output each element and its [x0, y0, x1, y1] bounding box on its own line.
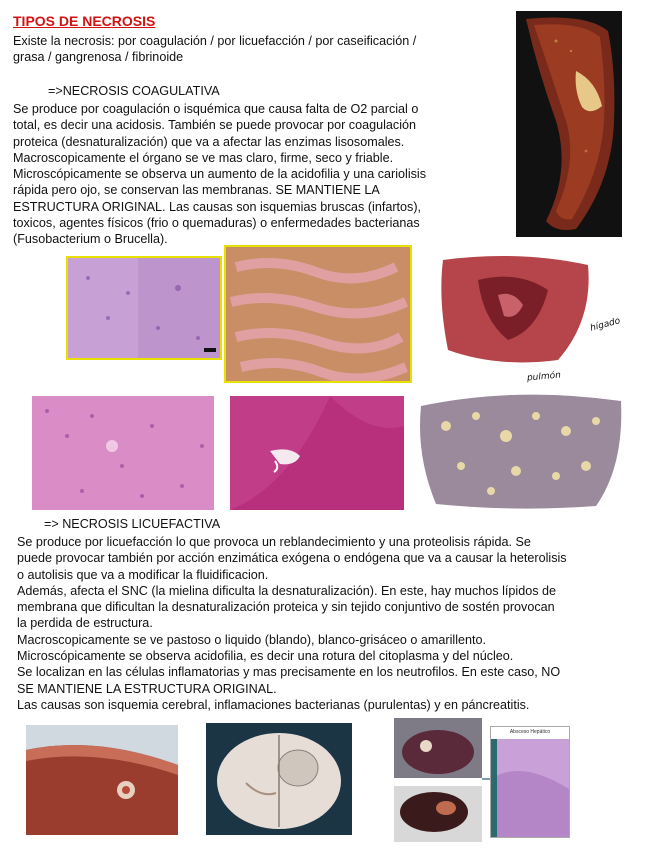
histology-coagulative-photo-2: [224, 245, 412, 383]
intro-line: grasa / gangrenosa / fibrinoide: [13, 50, 184, 65]
liq-line: Las causas son isquemia cerebral, inflamaciones bacterianas (purulentas) y en páncreatitis.: [17, 697, 530, 712]
coag-line: total, es decir una acidosis. También se puede provocar por coagulación: [13, 118, 417, 133]
histology-coagulative-photo-3: [32, 396, 214, 510]
liq-line: Se localizan en las células inflamatorias y mas precisamente en los neutrofilos. En este caso, NO: [17, 665, 561, 680]
liq-line: Se produce por licuefacción lo que provoca un reblandecimiento y una proteolisis rápida. Se: [17, 535, 531, 549]
coag-line: ESTRUCTURA ORIGINAL. Las causas son isquemias bruscas (infartos),: [13, 199, 422, 214]
liq-line: la perdida de estructura.: [17, 616, 153, 631]
liq-line: SE MANTIENE LA ESTRUCTURA ORIGINAL.: [17, 681, 277, 696]
coag-line: Macroscopicamente el órgano se ve mas claro, firme, seco y friable.: [13, 150, 394, 165]
kidney-infarct-photo: [516, 11, 622, 237]
coag-line: rápida pero ojo, se conservan las membranas. SE MANTIENE LA: [13, 183, 380, 198]
coag-line: Se produce por coagulación o isquémica que causa falta de O2 parcial o: [13, 102, 419, 116]
coag-line: toxicos, agentes físicos (frio o quemaduras) o enfermedades bacterianas: [13, 216, 420, 231]
liver-abscess-gross-photo: [26, 725, 178, 835]
licuefactiva-heading: => NECROSIS LICUEFACTIVA: [44, 517, 221, 531]
liq-line: Además, afecta el SNC (la mielina dificulta la desnaturalización). En este, hay muchos lípidos de: [17, 583, 557, 598]
liq-line: o autolisis que va a modificar la fluidificacion.: [17, 567, 269, 582]
brain-liquefactive-photo: [206, 723, 352, 835]
connector-arrow: [482, 778, 490, 780]
coag-line: proteica (desnaturalización) que va a afectar las enzimas lisosomales.: [13, 134, 405, 149]
liq-line: puede provocar también por acción enzimática exógena o endógena que va a causar la heterolisis: [17, 551, 567, 566]
intro-line: Existe la necrosis: por coagulación / por licuefacción / por caseificación /: [13, 34, 417, 48]
liver-abscess-photo-top: [394, 718, 482, 778]
histology-coagulative-photo-1: [66, 256, 222, 360]
liver-abscess-histology-slide: [490, 726, 570, 838]
coag-line: Microscópicamente se observa un aumento de la acidofilia y una cariolisis: [13, 167, 427, 182]
licuefactiva-paragraph: [17, 534, 647, 713]
coagulativa-paragraph: [13, 101, 508, 248]
lung-coagulative-gross-photo: [416, 386, 626, 512]
liq-line: Microscópicamente se observa acidofilia, es decir una rotura del citoplasma y del núcleo.: [17, 649, 514, 664]
liver-abscess-photo-bottom: [394, 786, 482, 842]
liver-coagulative-gross-photo: [438, 250, 594, 370]
coagulativa-heading: =>NECROSIS COAGULATIVA: [48, 84, 220, 98]
liver-annotation-label: hígado: [589, 316, 622, 334]
histology-coagulative-photo-4: [230, 396, 404, 510]
page-title: TIPOS DE NECROSIS: [13, 13, 156, 29]
coag-line: (Fusobacterium o Brucella).: [13, 232, 168, 247]
slide-title: Absceso Hepático: [509, 729, 551, 735]
liq-line: membrana que dificultan la desnaturalización proteica y sin tejido conjuntivo de sostén provocan: [17, 600, 555, 615]
lung-annotation-label: pulmón: [526, 370, 562, 384]
liq-line: Macroscopicamente se ve pastoso o liquido (blando), blanco-grisáceo o amarillento.: [17, 632, 487, 647]
intro-paragraph: [13, 33, 503, 66]
